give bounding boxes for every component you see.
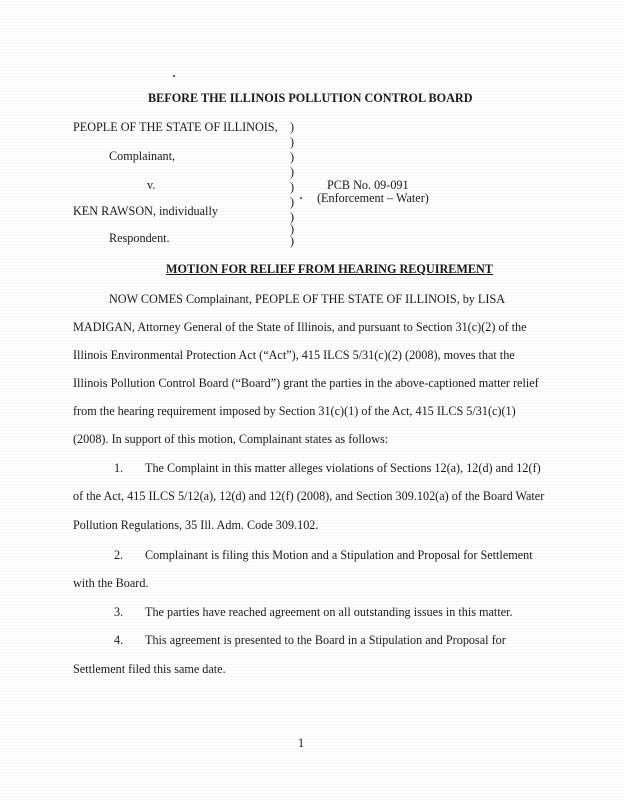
item-number: 3. [114, 605, 124, 619]
item-line: with the Board. [73, 576, 149, 590]
intro-line: Illinois Environmental Protection Act (“Act”), 415 ILCS 5/31(c)(2) (2008), moves that the [73, 348, 515, 362]
bracket-mark: ) [290, 135, 295, 149]
case-number: PCB No. 09-091 [327, 178, 409, 192]
item-number: 1. [114, 461, 124, 475]
motion-title: MOTION FOR RELIEF FROM HEARING REQUIREMENT [166, 262, 493, 276]
item-line: Complainant is filing this Motion and a Stipulation and Proposal for Settlement [145, 548, 533, 562]
item-line: The Complaint in this matter alleges violations of Sections 12(a), 12(d) and 12(f) [145, 461, 541, 475]
item-line: Pollution Regulations, 35 Ill. Adm. Code 309.102. [73, 518, 319, 532]
bracket-mark: ) [290, 165, 295, 179]
item-line: of the Act, 415 ILCS 5/12(a), 12(d) and 12(f) (2008), and Section 309.102(a) of the Board Water [73, 489, 545, 503]
versus-label: v. [147, 178, 156, 192]
item-number: 2. [114, 548, 124, 562]
intro-line: NOW COMES Complainant, PEOPLE OF THE STATE OF ILLINOIS, by LISA [109, 292, 506, 306]
intro-line: MADIGAN, Attorney General of the State of Illinois, and pursuant to Section 31(c)(2) of the [73, 320, 527, 334]
item-line: Settlement filed this same date. [73, 662, 226, 676]
defendant-role: Respondent. [109, 231, 170, 245]
item-line: This agreement is presented to the Board in a Stipulation and Proposal for [145, 633, 506, 647]
intro-line: from the hearing requirement imposed by Section 31(c)(1) of the Act, 415 ILCS 5/31(c)(1) [73, 404, 516, 418]
plaintiff-name: PEOPLE OF THE STATE OF ILLINOIS, [73, 120, 278, 134]
defendant-name: KEN RAWSON, individually [73, 204, 218, 218]
plaintiff-role: Complainant, [109, 149, 176, 163]
item-number: 4. [114, 633, 124, 647]
bracket-mark: ) [290, 195, 295, 209]
page-number: 1 [298, 736, 305, 750]
case-type: (Enforcement – Water) [317, 191, 429, 205]
scan-speck [173, 75, 175, 77]
bracket-mark: ) [290, 120, 295, 134]
board-heading: BEFORE THE ILLINOIS POLLUTION CONTROL BOARD [148, 91, 473, 105]
bracket-mark: ) [290, 210, 295, 224]
item-line: The parties have reached agreement on all outstanding issues in this matter. [145, 605, 513, 619]
bracket-mark: ) [290, 150, 295, 164]
bracket-mark: ) [290, 180, 295, 194]
bracket-mark: ) [290, 234, 295, 248]
bracket-mark: ) [290, 222, 295, 236]
scan-speck [300, 197, 302, 199]
intro-line: Illinois Pollution Control Board (“Board”) grant the parties in the above-captioned matter relief [73, 376, 539, 390]
intro-line: (2008). In support of this motion, Complainant states as follows: [73, 432, 389, 446]
